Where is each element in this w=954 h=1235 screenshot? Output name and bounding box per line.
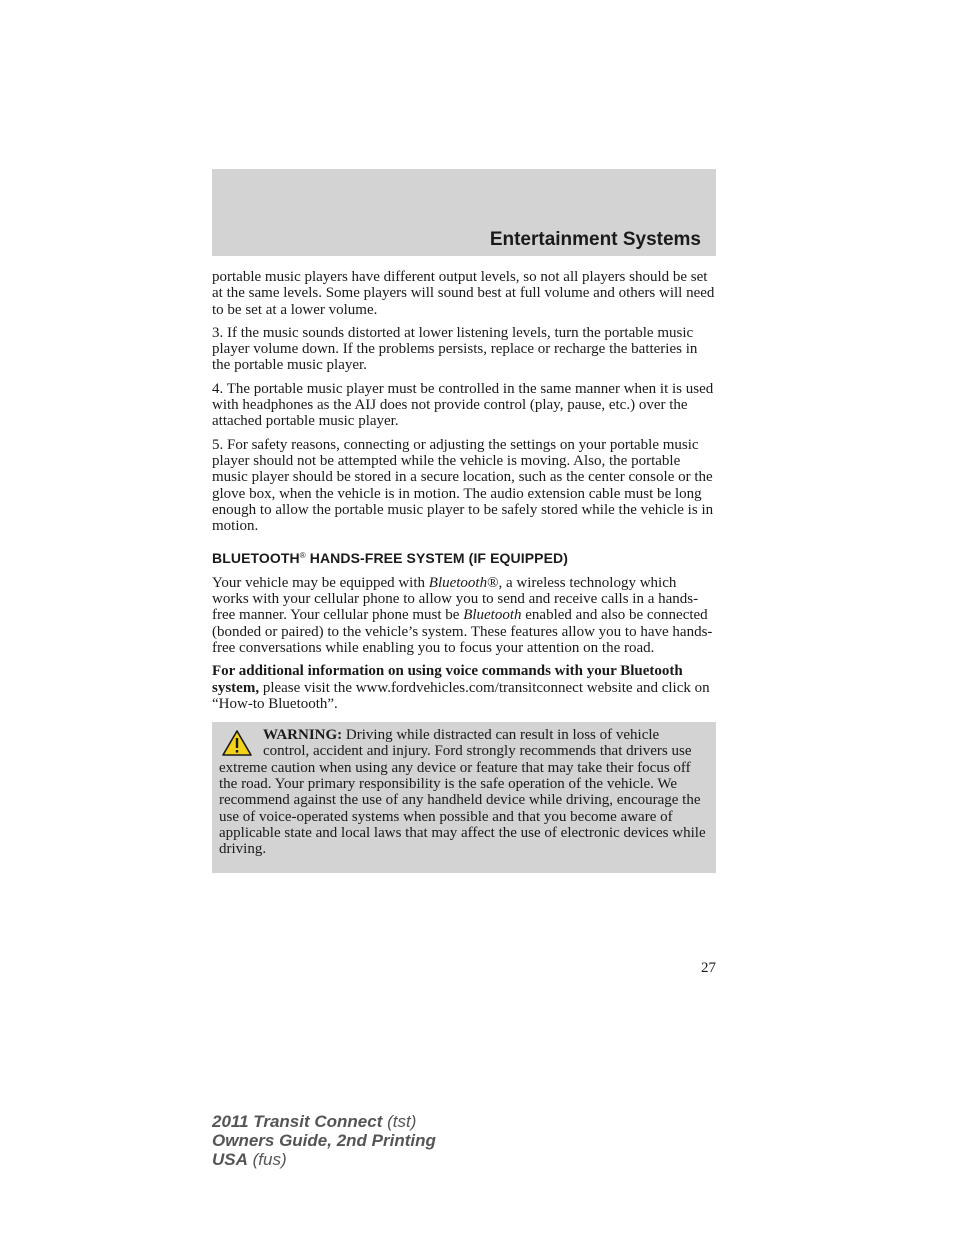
bluetooth-info-rest: please visit the www.fordvehicles.com/transitconnect website and click on “How-to Bluetooth”. [212,679,710,712]
bluetooth-info-bold: For additional information on using voice commands with your Bluetooth system, [212,663,683,696]
bluetooth-intro-text-3: enabled and also be connected (bonded or paired) to the vehicle’s system. These features allow you to have hands-free conversations while enabling you to focus your attention on the road. [212,607,713,656]
page-number: 27 [701,960,716,976]
footer-market-code: (fus) [247,1150,287,1169]
bluetooth-italic-2: Bluetooth [463,607,522,624]
paragraph-item-3: 3. If the music sounds distorted at lower listening levels, turn the portable music player volume down. If the problems persists, replace or recharge the batteries in the portable music player. [212,324,698,374]
bluetooth-intro-text-1: Your vehicle may be equipped with [212,574,429,591]
warning-text [219,727,709,857]
page-content [212,269,716,873]
bluetooth-italic-1: Bluetooth [428,574,488,591]
footer-market: USA [212,1150,248,1169]
bluetooth-heading-rest: HANDS-FREE SYSTEM (IF EQUIPPED) [305,550,568,567]
footer-line-1 [212,1112,436,1131]
footer-guide-printing: Owners Guide, 2nd Printing [212,1131,436,1150]
paragraph-item-5: 5. For safety reasons, connecting or adjusting the settings on your portable music player should not be attempted while the vehicle is moving. Also, the portable music player should be stored in a secure location, such as the center console or the glove box, when the vehicle is in motion. The audio extension cable must be long enough to allow the portable music player to be safely stored while the vehicle is in motion. [212,436,714,535]
warning-body: Driving while distracted can result in loss of vehicle control, accident and injury. Ford strongly recommends that drivers use extreme caution when using any device or feature that may take their focus off the road. Your primary responsibility is the safe operation of the vehicle. We recommend against the use of any handheld device while driving, encourage the use of voice-operated systems when possible and that you become aware of applicable state and local laws that may affect the use of electronic devices while driving. [219,727,706,858]
paragraph-output-levels: portable music players have different output levels, so not all players should be set at the same levels. Some players will sound best at full volume and others will need to be set at a lower volume. [212,269,715,318]
bluetooth-intro-paragraph [212,575,716,656]
footer-line-2 [212,1131,436,1150]
warning-triangle-icon [221,729,253,757]
warning-box [212,722,716,872]
bluetooth-intro-text-2: ®, a wireless technology which works with your cellular phone to allow you to send and receive calls in a hands-free manner. Your cellular phone must be [212,574,699,624]
bluetooth-info-paragraph [212,663,716,712]
registered-mark: ® [299,551,306,561]
section-title: Entertainment Systems [489,229,701,250]
section-header-band [212,169,716,256]
footer-model-code: (tst) [382,1112,417,1131]
document-footer [212,1112,436,1169]
bluetooth-heading-main: BLUETOOTH [212,550,300,567]
warning-label: WARNING: [263,727,343,744]
bluetooth-heading [212,548,716,566]
footer-model: 2011 Transit Connect [212,1112,383,1131]
footer-line-3 [212,1150,436,1169]
paragraph-item-4: 4. The portable music player must be controlled in the same manner when it is used with headphones as the AIJ does not provide control (play, pause, etc.) over the attached portable music player. [212,380,714,430]
